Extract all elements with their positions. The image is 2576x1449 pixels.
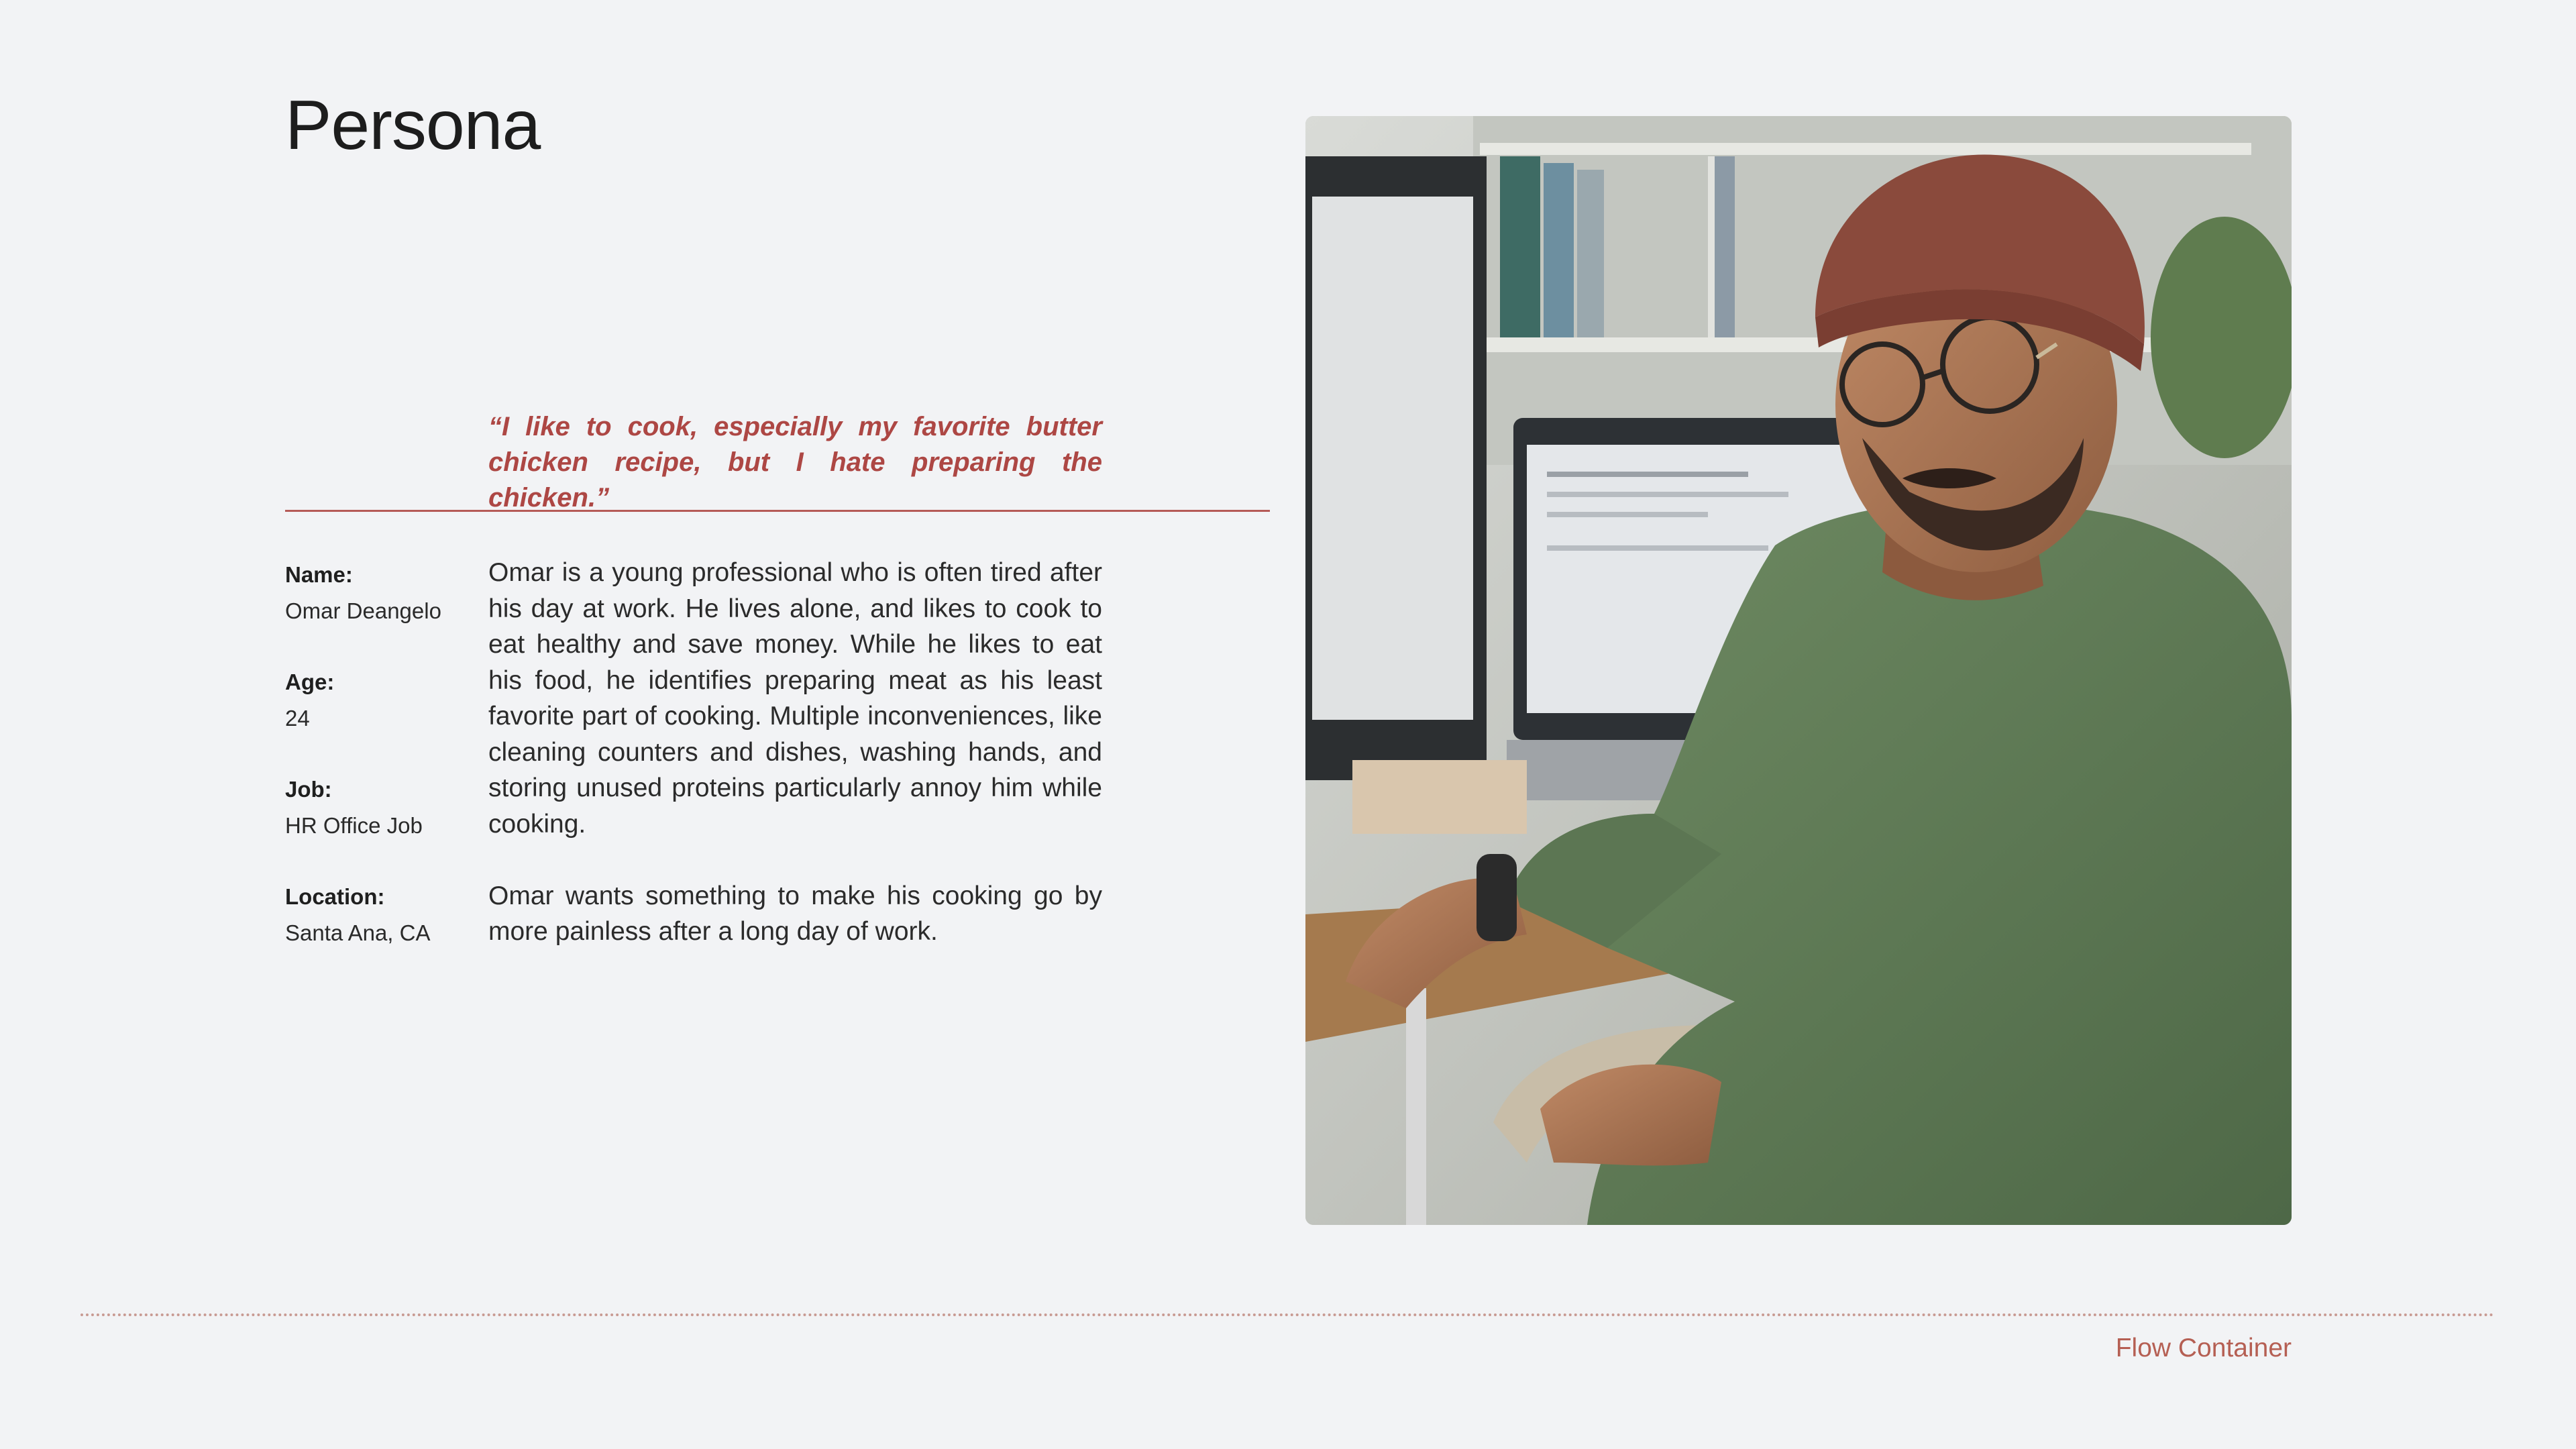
fact-value: Santa Ana, CA (285, 920, 431, 945)
persona-facts (285, 557, 473, 986)
fact-name (285, 557, 473, 664)
persona-photo (1305, 116, 2292, 1225)
bio-paragraph: Omar wants something to make his cooking go by more painless after a long day of work. (488, 881, 1102, 946)
footer-dotted-divider (80, 1313, 2496, 1316)
bio-paragraph: Omar is a young professional who is often tired after his day at work. He lives alone, and likes to cook to eat healthy and save money. While he likes to eat his food, he identifies preparing meat as his least favorite part of cooking. Multiple inconveniences, like cleaning counters and dishes, washing hands, and storing unused proteins particularly annoy him while cooking. (488, 558, 1102, 839)
persona-quote: “I like to cook, especially my favorite butter chicken recipe, but I hate preparing the chicken.” (488, 412, 1102, 513)
persona-bio (488, 555, 1102, 985)
fact-value: 24 (285, 706, 310, 731)
fact-job (285, 771, 473, 879)
section-divider (285, 510, 1270, 512)
fact-label: Name: (285, 562, 353, 587)
page-title: Persona (285, 87, 541, 164)
footer-label: Flow Container (2115, 1334, 2292, 1362)
fact-location (285, 879, 473, 986)
fact-value: Omar Deangelo (285, 598, 441, 623)
fact-label: Location: (285, 884, 385, 909)
persona-photo-illustration (1305, 116, 2292, 1225)
fact-label: Job: (285, 777, 332, 802)
fact-label: Age: (285, 669, 335, 694)
fact-value: HR Office Job (285, 813, 423, 838)
fact-age (285, 664, 473, 771)
